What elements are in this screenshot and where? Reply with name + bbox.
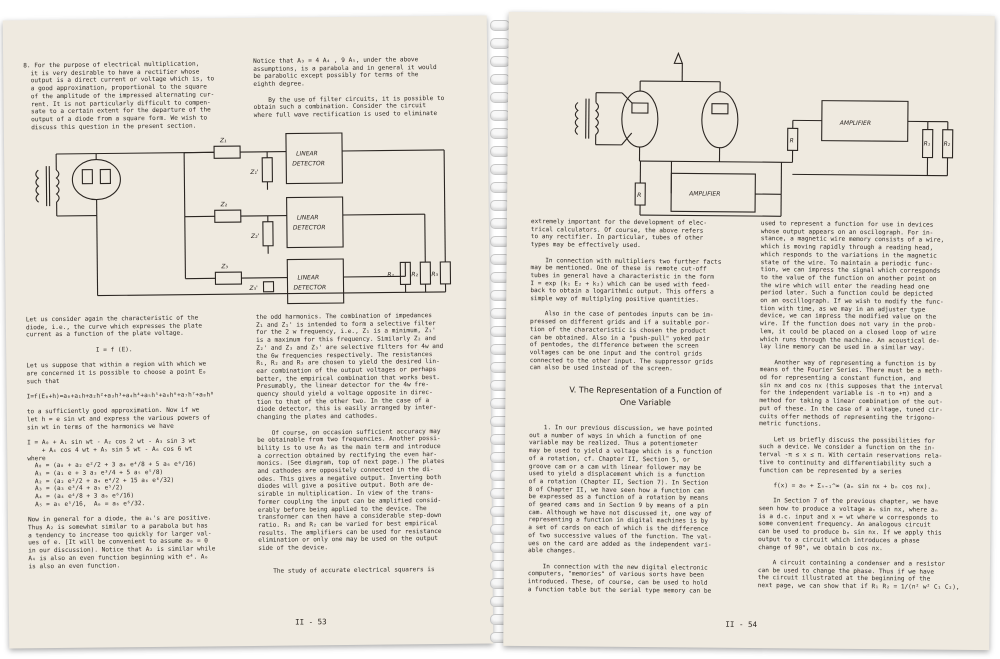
- impedance-z1: [214, 146, 240, 158]
- impedance-z1-prime: [262, 158, 272, 182]
- right-col1-bottom-text: 1. In our previous discussion, we have pointed out a number of ways in which a function of one variable may be realized. Thus a potentiometer may be used to yield a voltage which is a function of a rotation, cf. Chapter II, Section 5, or groove cam or a cam with linear follower may be used to yield a displacement which is a function of a rotation (Chapter II, Section 7). In Section 8 of Chapter II, we have seen how a function can be expressed as a function of a rotation by means of geared cams and in Section 9 by means of a pin cam. Although we have not discussed it, one way of representing a function in digital machines is by a set of cards on each of which is the difference of two successive values of the function. The val- ues on the card are added as the independent vari- able changes. In connection with the new digital electronic computers, "memories" of various sorts have been introduced. These, of course, can be used to hold a function table but the serial type memory can be: [527, 424, 713, 595]
- z3-label: Z₃: [221, 263, 228, 271]
- r-label-mid: R: [789, 137, 794, 145]
- left-col2-top-text: Notice that A₃ = 4 A₄ , 9 A₅, under the above assumptions, is a parabola and in general it would be parabolic except possibly for terms of the eighth degree. By the use of filter circuits, it is possible to obtain such a combination. Consider the circuit where full wave rectification is used to eliminate: [253, 56, 445, 119]
- detector-3-label-a: LINEAR: [297, 274, 320, 282]
- r1-right-label: R₁: [923, 140, 931, 148]
- right-col2-text: used to represent a function for use in devices whose output appears on an oscilograph. For in- stance, a magnetic wire memory consists of a wire, which is moving rapidly through a reading head, which responds to the variations in the magnetic state of the wire. To maintain a periodic func- tion, we can impress the signal which corresponds to the value of the function on another point on the wire which will enter the reading head one period later. Such a function could be depicted on an oscillograph. If we wish to modify the func- tion with time, as we may in an adjuster type device, we can impress the modified value on the wire. If the function does not vary in the prob- lem, it could be placed on a closed loop of wire which runs through the machine. An acoustical de- lay line memory can be used in a similar way. Another way of representing a function is by means of the Fourier Series. There must be a meth- od for representing a constant function, and sin nx and cos nx (this supposes that the interval for the independent variable is -π to +π) and a method for taking a linear combination of the out- put of these. In the case of a voltage, tuned cir- cuits offer methods of representing the trigono- metric functions. Let us briefly discuss the possibilities for such a device. We consider a function on the in- terval -π ≤ x ≤ π. With certain reservations rela- tive to continuity and differentiability such a function can be represented by a series f(x) = a₀ + Σₙ₌₁^∞ (aₙ sin nx + bₙ cos nx). In Section 7 of the previous chapter, we have seen how to produce a voltage aₙ sin nx, where aₙ is a d.c. input and x = wt where w corresponds to some convenient frequency. An analogous circuit can be used to produce bₙ sin nx. If we apply this output to a circuit which introduces a phase change of 90°, we obtain b cos nx. A circuit containing a condenser and a resistor can be used to change the phase. Thus if we have the circuit illustrated at the beginning of the next page, we can show that if R₁ R₂ = 1/(n² w² C₁ C₂),: [757, 220, 960, 591]
- right-page: [503, 12, 995, 650]
- amplifier-lower-label: AMPLIFIER: [689, 190, 721, 198]
- right-col1-top-text: extremely important for the development of elec- trical calculators. Of course, the above refers to any rectifier. In particular, tubes of other types may be effectively used. In connection with multipliers two further facts may be mentioned. One of these is remote cut-off tubes in general have a characteristic in the form I = exp (k₁ E₂ + k₂) which can be used with feed- back to obtain a logarithmic output. This offers a simple way of multiplying positive quantities. Also in the case of pentodes inputs can be im- pressed on different grids and if a suitable por- tion of the characteristic is chosen the product can be obtained. Also in a "push-pull" yoked pair of pentodes, the difference between the screen voltages can be one input and the control grids connected to the other input. The suppressor grids can also be used instead of the screen.: [529, 218, 722, 373]
- r2-right-label: R₂: [943, 140, 951, 148]
- impedance-z3: [215, 272, 241, 284]
- section-heading: [529, 384, 761, 410]
- left-page: [3, 15, 494, 648]
- impedance-z2-prime: [263, 222, 273, 246]
- right-page-number: II - 54: [725, 619, 758, 630]
- detector-1-label-b: DETECTOR: [292, 160, 325, 168]
- detector-3-label-b: DETECTOR: [293, 284, 327, 292]
- amplifier-upper-label: AMPLIFIER: [839, 119, 872, 128]
- transformer-coil: [36, 170, 39, 202]
- z2-prime-label: Z₂': [250, 232, 260, 240]
- left-page-number: II - 53: [294, 617, 327, 627]
- z3-prime-label: Z₃': [249, 284, 258, 292]
- r-label-lower: R: [637, 192, 642, 200]
- z1-label: Z₁: [219, 137, 227, 145]
- input-arrow: [674, 53, 682, 63]
- detector-2-label-b: DETECTOR: [292, 224, 326, 232]
- left-col2-bottom-text: the odd harmonics. The combination of impedances Z₁ and Z₁' is intended to form a selective filter for the 2 w frequency, i.e., Z₁ is a minimum, Z₁' is a maximum for this frequency. Similarly Z₂ and Z₂' and Z₃ and Z₃' are selective filters for 4w and the 6w frequencies respectively. The resistances R₁, R₂ and R₃ are chosen to yield the desired lin- ear combination of the output voltages or perhaps better, the empirical combination that works best. Presumably, the linear detector for the 4w fre- quency should yield a voltage opposite in direc- tion to that of the other two. In the case of a diode detector, this is easily arranged by inter- changing the plates and cathodes. Of course, on occasion sufficient accuracy may be obtainable from two frequencies. Another possi- bility is to use A₂ as the main term and introduce a correction obtained by rectifying the even har- monics. (See diagram, top of next page.) The plates and cathodes are oppositely connected in the di- odes. This gives a negative output. Inverting both diodes will give a positive output. Both are de- sirable in multiplication. In view of the trans- former coupling the input can be amplified consid- erably before being applied to the device. The transformer can then have a considerable step-down ratio. R₁ and R₂ can be varied for best empirical results. The amplifiers can be used for resistance elimination or only one may be used on the output side of the device. The study of accurate electrical squarers is: [255, 312, 445, 576]
- z1-prime-label: Z₁': [250, 168, 259, 176]
- section-heading-line2: One Variable: [619, 397, 672, 408]
- resistor-r3: [440, 262, 450, 284]
- linear-detector-2: [287, 197, 344, 248]
- z2-label: Z₂: [220, 201, 228, 209]
- impedance-z2: [215, 210, 241, 222]
- tube-2: [702, 92, 738, 148]
- section-heading-line1: V. The Representation of a Function of: [569, 385, 722, 396]
- r1-label: R₁: [387, 271, 395, 279]
- linear-detector-1: [286, 133, 343, 184]
- detector-2-label-a: LINEAR: [296, 214, 319, 222]
- impedance-z3-prime: [263, 282, 273, 292]
- fourier-circuit-diagram: [531, 32, 973, 226]
- r2-label: R₂: [411, 271, 419, 279]
- multiplier-circuit-diagram: [24, 126, 476, 316]
- resistor-r2: [420, 262, 430, 284]
- left-col1-top-text: 8. For the purpose of electrical multiplication, it is very desirable to have a rectifier whose output is a direct current or voltage which is, to a good approximation, proportional to the square of the amplitude of the impressed alternating cur- rent. It is not particularly difficult to compen- sate to a certain extent for the departure of the output of a diode from a square form. We wish to discuss this question in the present section.: [23, 60, 215, 131]
- detector-1-label-a: LINEAR: [296, 150, 318, 158]
- left-col1-bottom-text: Let us consider again the characteristic of the diode, i.e., the curve which expresses the plate current as a function of the plate voltage. I = f (E). Let us suppose that within a region with which we are concerned it is possible to choose a point E₀ such that I=f(E₀+h)=a₀+a₁h+a₂h²+a₃h³+a₄h⁴+a₅h⁵+a₆h⁶+a₇h⁷+a₈h⁸ to a sufficiently good approximation. Now if we let h = e sin wt and express the various powers of sin wt in terms of the harmonics we have I = A₀ + A₁ sin wt - A₂ cos 2 wt - A₃ sin 3 wt + A₄ cos 4 wt + A₅ sin 5 wt - A₆ cos 6 wt where A₀ = (a₀ + a₂ e²/2 + 3 a₄ e⁴/8 + 5 a₆ e⁶/16) A₁ = (a₁ e + 3 a₃ e³/4 + 5 a₅ e⁵/8) A₂ = (a₂ e²/2 + a₄ e⁴/2 + 15 a₆ e⁶/32) A₃ = (a₃ e³/4 + a₅ e⁵/2) A₄ = (a₄ e⁴/8 + 3 a₆ e⁶/16) A₅ = a₅ e⁵/16, A₆ = a₆ e⁶/32. Now in general for a diode, the aᵢ's are positive. Thus A₂ is somewhat similar to a parabola but has a tendency to increase too quickly for larger val- ues of e. [It will be convenient to assume a₀ = 0 in our discussion). Notice that A₂ is similar while A₄ is also an even function beginning with e⁴. A₆ is also an even function.: [25, 314, 216, 570]
- diode-tube: [72, 159, 120, 200]
- r3-label: R₃: [431, 271, 439, 279]
